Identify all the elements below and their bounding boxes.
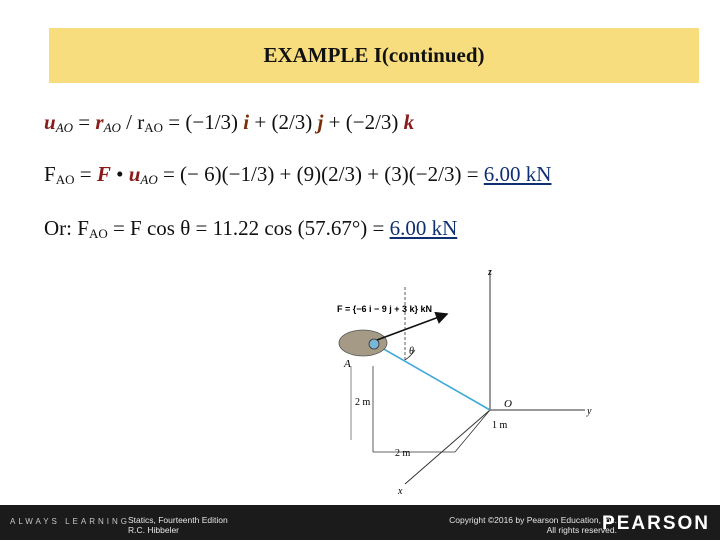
rmag-sub: AO [144, 120, 164, 135]
dim-1m: 1 m [492, 420, 508, 431]
u-vector: u [44, 110, 56, 134]
eq1-plus2: + (−2/3) [323, 110, 404, 134]
construction-line [455, 410, 490, 452]
origin-label: O [504, 398, 512, 410]
support-base [339, 330, 387, 356]
equation-projection [44, 162, 551, 188]
eq3-rest: = F cos θ = 11.22 cos (57.67°) = [107, 216, 390, 240]
title-banner [49, 28, 699, 83]
j-hat: j [317, 110, 324, 134]
eq1-rest: = (−1/3) [163, 110, 244, 134]
F-scalar: F [44, 162, 56, 186]
footer-bar [0, 505, 720, 540]
book-title: Statics, Fourteenth Edition [128, 515, 228, 525]
diagram-figure [335, 262, 615, 502]
dim-2m-horizontal: 2 m [395, 448, 411, 459]
u-sub: AO [140, 172, 158, 187]
copyright-line1: Copyright ©2016 by Pearson Education, Inc. [449, 515, 617, 525]
eq3-result: 6.00 kN [389, 216, 458, 240]
u-sub: AO [55, 120, 74, 135]
copyright [449, 515, 617, 535]
k-hat: k [403, 110, 415, 134]
y-label: y [587, 406, 592, 417]
r-vector: r [95, 110, 104, 134]
equation-cosine [44, 216, 457, 242]
point-A-label: A [344, 358, 351, 370]
force-label: F = {−6 i − 9 j + 3 k} kN [337, 304, 433, 314]
equals: = [73, 110, 96, 134]
book-info [128, 515, 228, 535]
z-label: z [488, 267, 492, 278]
rod-AO [375, 344, 490, 410]
x-label: x [398, 486, 403, 497]
F-sub: AO [55, 172, 75, 187]
theta-label: θ [409, 346, 414, 357]
slide-title: EXAMPLE I(continued) [263, 43, 485, 67]
eq3-sub: AO [88, 226, 108, 241]
eq2-rest: = (− 6)(−1/3) + (9)(2/3) + (3)(−2/3) = [157, 162, 484, 186]
equals: = [74, 162, 97, 186]
dim-2m-vertical: 2 m [355, 397, 371, 408]
eq2-result: 6.00 kN [483, 162, 552, 186]
r-sub: AO [103, 120, 121, 135]
eq1-plus1: + (2/3) [249, 110, 318, 134]
i-hat: i [243, 110, 250, 134]
F-vector: F [96, 162, 111, 186]
book-author: R.C. Hibbeler [128, 525, 180, 535]
footer-tagline: ALWAYS LEARNING [10, 517, 130, 526]
x-axis [405, 410, 490, 484]
slash-r: / r [120, 110, 145, 134]
pearson-logo: PEARSON [602, 513, 710, 534]
equation-unit-vector [44, 110, 414, 136]
eq3-prefix: Or: F [44, 216, 89, 240]
u-vector: u [128, 162, 141, 186]
force-arrow [377, 314, 447, 340]
dot-operator: • [110, 162, 129, 186]
copyright-line2: All rights reserved. [546, 525, 617, 535]
